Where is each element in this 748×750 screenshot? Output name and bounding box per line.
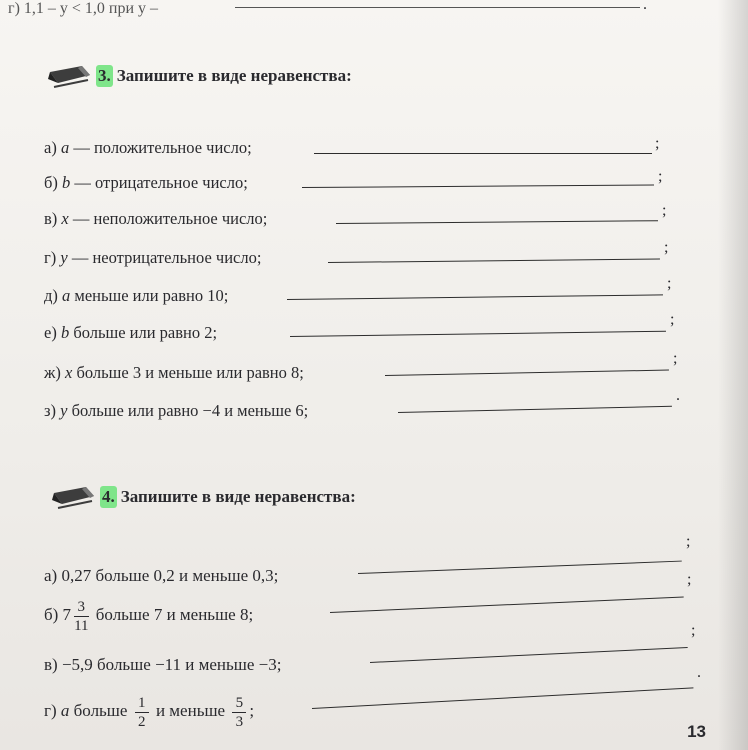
answer-line[interactable] xyxy=(314,153,652,154)
pencil-icon xyxy=(48,63,92,89)
item-label: а) 0,27 больше 0,2 и меньше 0,3; xyxy=(44,566,279,585)
task-4-heading xyxy=(52,484,356,510)
task-3-item-h xyxy=(0,387,748,424)
answer-line-prev xyxy=(235,7,640,8)
answer-line[interactable] xyxy=(358,561,682,574)
fraction-one-half: $\frac{1}{2}$ xyxy=(135,695,149,730)
semicolon: ; xyxy=(686,533,691,550)
period-mark: . xyxy=(697,664,701,681)
item-label: б) 7 $\frac{3}{11}$ больше 7 и меньше 8; xyxy=(44,598,254,634)
semicolon: ; xyxy=(662,202,667,219)
task-3-item-c xyxy=(0,202,748,232)
semicolon: ; xyxy=(667,275,672,292)
semicolon: ; xyxy=(664,239,669,256)
period-mark: . xyxy=(643,0,647,13)
item-label: з) y больше или равно −4 и меньше 6; xyxy=(44,401,309,420)
semicolon: ; xyxy=(673,350,678,367)
item-label: в) x — неположительное число; xyxy=(44,209,268,228)
task-3-title: Запишите в виде неравенства: xyxy=(116,66,352,85)
answer-line[interactable] xyxy=(290,331,666,337)
item-label: д) a меньше или равно 10; xyxy=(44,286,229,305)
semicolon: ; xyxy=(658,168,663,185)
answer-line[interactable] xyxy=(312,687,693,709)
task-4-item-c xyxy=(0,622,748,678)
answer-line[interactable] xyxy=(287,294,663,300)
semicolon: ; xyxy=(655,135,660,152)
item-label: г) y — неотрицательное число; xyxy=(44,248,262,267)
answer-line[interactable] xyxy=(336,220,658,224)
task-3-item-e xyxy=(0,275,748,309)
item-label: б) b — отрицательное число; xyxy=(44,173,248,192)
fraction-five-thirds: $\frac{5}{3}$ xyxy=(232,695,246,730)
page-number: 13 xyxy=(687,722,706,741)
task-4-number: 4. xyxy=(102,487,115,506)
previous-task-line: г) 1,1 – у < 1,0 при у – xyxy=(8,0,159,17)
answer-line[interactable] xyxy=(328,259,660,263)
task-3-item-a xyxy=(0,135,748,161)
item-label: г) a больше $\frac{1}{2}$ и меньше $\frac{5}{3}$ ; xyxy=(44,694,255,730)
answer-line[interactable] xyxy=(330,597,684,613)
semicolon: ; xyxy=(691,622,696,639)
task-3-number: 3. xyxy=(98,66,111,85)
answer-line[interactable] xyxy=(302,185,654,188)
fraction: $\frac{3}{11}$ xyxy=(74,598,89,634)
item-label: а) a — положительное число; xyxy=(44,138,252,157)
answer-line[interactable] xyxy=(370,647,688,663)
task-3-heading xyxy=(48,63,352,89)
semicolon: ; xyxy=(687,571,692,588)
answer-line[interactable] xyxy=(398,406,672,413)
task-4-title: Запишите в виде неравенства: xyxy=(120,487,356,506)
item-label: ж) x больше 3 и меньше или равно 8; xyxy=(44,363,304,382)
task-3-item-b xyxy=(0,170,748,196)
item-label: в) −5,9 больше −11 и меньше −3; xyxy=(44,655,282,674)
semicolon: ; xyxy=(670,311,675,328)
period-mark: . xyxy=(676,387,680,404)
answer-line[interactable] xyxy=(385,370,669,376)
item-label: е) b больше или равно 2; xyxy=(44,323,218,342)
task-3-item-f xyxy=(0,311,748,346)
task-3-item-g xyxy=(0,350,748,386)
task-3-item-d xyxy=(0,239,748,271)
task-4-item-a xyxy=(0,533,748,589)
pencil-icon xyxy=(52,484,96,510)
